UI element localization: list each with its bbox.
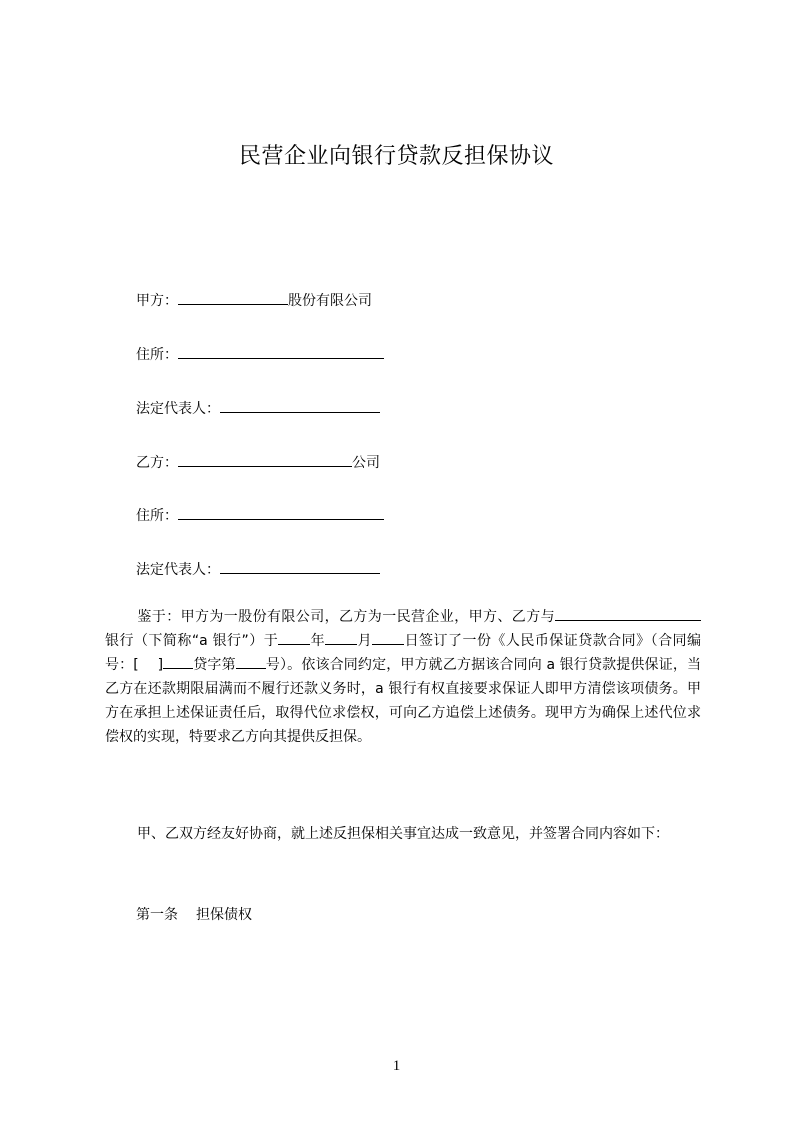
page-number: 1 (392, 1058, 401, 1074)
bank-name-blank-2[interactable] (635, 606, 701, 621)
party-a-address-blank[interactable] (178, 344, 384, 359)
recital-text-3: 日签订了一份《人民币保证贷款合同》（合同编号：[ ] (105, 633, 702, 673)
party-a-legal-rep-line (136, 398, 380, 419)
party-a-legal-rep-label: 法定代表人： (136, 401, 220, 417)
party-a-suffix: 股份有限公司 (288, 293, 372, 309)
party-b-name-blank[interactable] (178, 452, 352, 467)
recital-text-2: 银行（下简称“a 银行”）于 (105, 633, 279, 649)
contract-number-blank[interactable] (236, 654, 266, 669)
agreement-paragraph (105, 822, 701, 846)
party-b-legal-rep-label: 法定代表人： (136, 562, 220, 578)
party-b-suffix: 公司 (352, 455, 380, 471)
party-b-address-label: 住所： (136, 508, 178, 524)
party-a-name-blank[interactable] (178, 290, 288, 305)
agreement-text: 甲、乙双方经友好协商，就上述反担保相关事宜达成一致意见，并签署合同内容如下： (137, 826, 669, 842)
party-b-address-line (136, 505, 384, 526)
day-blank[interactable] (372, 630, 404, 645)
recital-text-1: 鉴于：甲方为一股份有限公司，乙方为一民营企业，甲方、乙方与 (137, 609, 555, 625)
party-b-address-blank[interactable] (178, 505, 384, 520)
party-a-line (136, 290, 372, 311)
year-blank[interactable] (278, 630, 310, 645)
party-a-address-label: 住所： (136, 347, 178, 363)
party-b-label: 乙方： (136, 455, 178, 471)
recital-loan-word: 贷字第 (193, 657, 236, 673)
party-b-line (136, 452, 380, 473)
recital-text-4: 号）。依该合同约定，甲方就乙方据该合同向 a 银行贷款提供保证，当乙方在还款期限届满而不履行还款义务时，a 银行有权直接要求保证人即甲方清偿该项债务。甲方在承担上述保证责任后，取得代位求偿权，可向乙方追偿上述债务。现甲方为确保上述代位求偿权的实现，特要求乙方向其提供反担保。 (105, 657, 702, 745)
contract-prefix-blank[interactable] (163, 654, 193, 669)
recital-month: 月 (357, 633, 373, 649)
recital-year: 年 (310, 633, 326, 649)
bank-name-blank-1[interactable] (555, 606, 635, 621)
article-1-heading (136, 905, 252, 925)
party-b-legal-rep-line (136, 559, 380, 580)
party-b-legal-rep-blank[interactable] (220, 559, 380, 574)
article-1-title: 担保债权 (196, 907, 252, 923)
party-a-label: 甲方： (136, 293, 178, 309)
document-title: 民营企业向银行贷款反担保协议 (238, 144, 554, 169)
party-a-address-line (136, 344, 384, 365)
article-1-number: 第一条 (136, 907, 178, 923)
recital-paragraph (105, 605, 701, 749)
party-a-legal-rep-blank[interactable] (220, 398, 380, 413)
month-blank[interactable] (325, 630, 357, 645)
